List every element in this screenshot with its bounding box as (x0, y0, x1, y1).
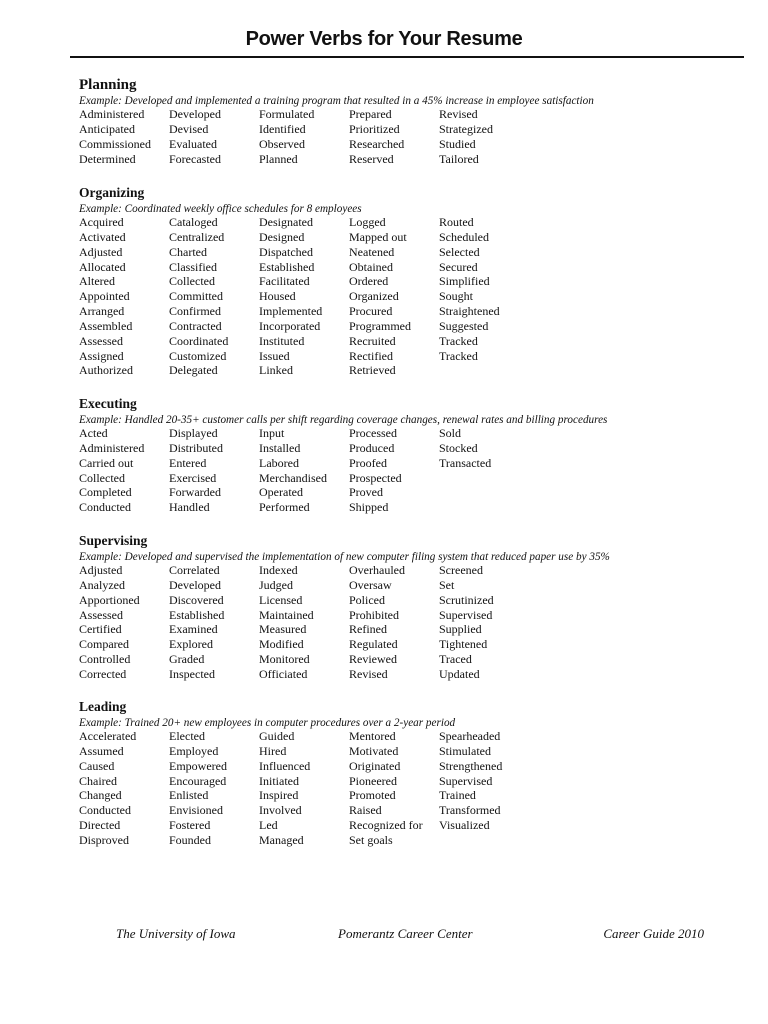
verb-item: Tightened (439, 637, 488, 652)
verb-item (439, 363, 559, 378)
verb-item: Forwarded (169, 485, 221, 500)
verb-item: Simplified (439, 274, 490, 289)
verb-item: Committed (169, 289, 223, 304)
verb-item: Evaluated (169, 136, 217, 151)
verb-grid-executing (79, 426, 559, 515)
verb-item: Mentored (349, 729, 396, 743)
verb-item: Retrieved (349, 363, 396, 378)
verb-item: Scheduled (439, 229, 489, 244)
verb-item: Promoted (349, 788, 396, 803)
verb-item: Rectified (349, 348, 393, 363)
verb-item: Tracked (439, 333, 478, 348)
verb-item: Studied (439, 136, 476, 151)
verb-item: Accelerated (79, 729, 137, 743)
verb-item: Handled (169, 500, 210, 515)
verb-item: Assessed (79, 607, 123, 622)
verb-item: Prohibited (349, 607, 399, 622)
verb-item: Screened (439, 563, 483, 577)
footer-guide-year: Career Guide 2010 (603, 926, 704, 941)
verb-item: Allocated (79, 259, 126, 274)
verb-item: Policed (349, 592, 385, 607)
page-title: Power Verbs for Your Resume (245, 28, 523, 50)
verb-item: Classified (169, 259, 217, 274)
verb-item: Reserved (349, 151, 394, 166)
verb-item: Revised (439, 107, 478, 121)
verb-item: Strengthened (439, 758, 503, 773)
verb-item: Proved (349, 485, 383, 500)
verb-item: Designed (259, 229, 305, 244)
verb-item: Assigned (79, 348, 124, 363)
verb-item: Adjusted (79, 244, 123, 259)
verb-item: Designated (259, 215, 313, 229)
verb-item: Controlled (79, 652, 131, 667)
verb-item: Developed (169, 577, 221, 592)
verb-item: Produced (349, 440, 395, 455)
verb-item: Displayed (169, 426, 218, 440)
verb-item: Commissioned (79, 136, 152, 151)
verb-item: Proofed (349, 455, 387, 470)
verb-item: Merchandised (259, 470, 327, 485)
verb-item: Overhauled (349, 563, 405, 577)
verb-item: Envisioned (169, 803, 223, 818)
verb-item: Distributed (169, 440, 223, 455)
verb-grid-leading (79, 729, 559, 848)
verb-item: Carried out (79, 455, 134, 470)
section-heading-planning: Planning (79, 77, 137, 93)
verb-item: Oversaw (349, 577, 392, 592)
verb-item: Performed (259, 500, 310, 515)
verb-item: Procured (349, 304, 393, 319)
verb-item: Acquired (79, 215, 124, 229)
verb-item: Prioritized (349, 121, 400, 136)
verb-item: Confirmed (169, 304, 221, 319)
verb-item: Activated (79, 229, 126, 244)
verb-item: Updated (439, 666, 480, 681)
verb-item: Formulated (259, 107, 315, 121)
verb-item: Altered (79, 274, 115, 289)
section-heading-leading: Leading (79, 699, 127, 714)
verb-item: Dispatched (259, 244, 313, 259)
verb-item: Implemented (259, 304, 323, 319)
verb-item: Employed (169, 743, 219, 758)
verb-grid-organizing (79, 215, 559, 378)
verb-item: Operated (259, 485, 303, 500)
verb-item: Programmed (349, 318, 411, 333)
verb-item: Encouraged (169, 773, 227, 788)
verb-item: Supervised (439, 607, 493, 622)
verb-item: Involved (259, 803, 302, 818)
verb-item: Suggested (439, 318, 489, 333)
verb-item: Stimulated (439, 743, 491, 758)
verb-item: Anticipated (79, 121, 135, 136)
verb-item: Visualized (439, 818, 490, 833)
verb-item: Obtained (349, 259, 393, 274)
verb-item (439, 500, 559, 515)
verb-item: Arranged (79, 304, 125, 319)
verb-item: Completed (79, 485, 132, 500)
verb-item: Refined (349, 622, 387, 637)
verb-item: Supplied (439, 622, 482, 637)
verb-item: Assembled (79, 318, 133, 333)
section-heading-executing: Executing (79, 396, 137, 411)
verb-item: Developed (169, 107, 221, 121)
verb-item: Regulated (349, 637, 398, 652)
verb-item: Sought (439, 289, 474, 304)
verb-item: Managed (259, 832, 304, 847)
verb-item: Indexed (259, 563, 298, 577)
verb-item: Established (169, 607, 225, 622)
verb-item: Neatened (349, 244, 395, 259)
section-example-leading: Example: Trained 20+ new employees in computer procedures over a 2-year period (79, 717, 456, 729)
verb-item: Licensed (259, 592, 303, 607)
verb-item: Judged (259, 577, 293, 592)
verb-item: Researched (349, 136, 405, 151)
verb-item: Entered (169, 455, 207, 470)
verb-item: Examined (169, 622, 218, 637)
verb-item: Routed (439, 215, 474, 229)
section-example-planning: Example: Developed and implemented a training program that resulted in a 45% increase in employee satisfaction (79, 95, 594, 107)
verb-item: Motivated (349, 743, 399, 758)
verb-item: Straightened (439, 304, 500, 319)
verb-item: Exercised (169, 470, 217, 485)
verb-item: Compared (79, 637, 129, 652)
verb-item (439, 471, 559, 486)
verb-item: Corrected (79, 666, 127, 681)
verb-item: Processed (349, 426, 397, 440)
verb-item: Centralized (169, 229, 225, 244)
verb-item: Inspired (259, 788, 299, 803)
verb-item: Originated (349, 758, 401, 773)
verb-item: Revised (349, 666, 388, 681)
verb-item: Collected (169, 274, 215, 289)
verb-item: Adjusted (79, 563, 123, 577)
section-heading-organizing: Organizing (79, 185, 145, 200)
verb-item: Measured (259, 622, 307, 637)
verb-item: Stocked (439, 440, 478, 455)
verb-item: Chaired (79, 773, 117, 788)
verb-item: Supervised (439, 773, 493, 788)
section-example-supervising: Example: Developed and supervised the implementation of new computer filing system that reduced paper use by 35% (79, 551, 610, 563)
verb-item: Installed (259, 440, 301, 455)
verb-item: Instituted (259, 333, 305, 348)
verb-item: Administered (79, 107, 145, 121)
verb-item: Explored (169, 637, 213, 652)
section-heading-supervising: Supervising (79, 533, 148, 548)
verb-item: Guided (259, 729, 295, 743)
verb-item: Prepared (349, 107, 392, 121)
verb-item: Ordered (349, 274, 389, 289)
verb-item: Set (439, 577, 455, 592)
verb-item: Recruited (349, 333, 396, 348)
verb-item: Elected (169, 729, 205, 743)
verb-item: Housed (259, 289, 296, 304)
verb-item: Conducted (79, 803, 131, 818)
verb-item: Administered (79, 440, 145, 455)
verb-item: Coordinated (169, 333, 229, 348)
verb-item: Empowered (169, 758, 227, 773)
section-example-organizing: Example: Coordinated weekly office schedules for 8 employees (79, 203, 362, 215)
verb-item: Identified (259, 121, 306, 136)
verb-item: Discovered (169, 592, 224, 607)
verb-item: Transacted (439, 455, 492, 470)
verb-item: Logged (349, 215, 386, 229)
verb-item: Inspected (169, 666, 215, 681)
verb-item: Forecasted (169, 151, 221, 166)
verb-item: Modified (259, 637, 304, 652)
verb-item: Spearheaded (439, 729, 501, 743)
verb-item: Apportioned (79, 592, 140, 607)
footer-center-name: Pomerantz Career Center (338, 926, 473, 941)
verb-item: Scrutinized (439, 592, 494, 607)
verb-item: Issued (259, 348, 290, 363)
verb-item: Authorized (79, 363, 133, 378)
verb-item: Linked (259, 363, 293, 378)
verb-item: Established (259, 259, 315, 274)
verb-item: Influenced (259, 758, 311, 773)
verb-item: Conducted (79, 500, 131, 515)
verb-item: Acted (79, 426, 108, 440)
verb-item: Strategized (439, 121, 493, 136)
verb-item: Secured (439, 259, 478, 274)
verb-grid-planning (79, 107, 559, 166)
verb-item: Reviewed (349, 652, 397, 667)
verb-item: Analyzed (79, 577, 125, 592)
verb-item: Traced (439, 652, 472, 667)
verb-item: Changed (79, 788, 122, 803)
verb-item: Collected (79, 470, 125, 485)
verb-item: Assessed (79, 333, 123, 348)
verb-item (439, 833, 559, 848)
verb-item: Customized (169, 348, 227, 363)
verb-item: Input (259, 426, 285, 440)
verb-item: Maintained (259, 607, 314, 622)
verb-item (439, 485, 559, 500)
verb-item: Hired (259, 743, 287, 758)
verb-item: Facilitated (259, 274, 310, 289)
verb-item: Pioneered (349, 773, 397, 788)
verb-item: Organized (349, 289, 399, 304)
verb-item: Labored (259, 455, 299, 470)
verb-item: Recognized for (349, 818, 423, 833)
footer-university: The University of Iowa (116, 926, 236, 941)
verb-item: Initiated (259, 773, 299, 788)
verb-item: Shipped (349, 500, 389, 515)
verb-item: Founded (169, 832, 211, 847)
verb-item: Officiated (259, 666, 308, 681)
verb-item: Monitored (259, 652, 310, 667)
verb-item: Caused (79, 758, 115, 773)
verb-item: Directed (79, 818, 121, 833)
verb-item: Raised (349, 803, 382, 818)
verb-item: Assumed (79, 743, 124, 758)
verb-item: Sold (439, 426, 462, 440)
verb-item: Observed (259, 136, 305, 151)
verb-item: Appointed (79, 289, 130, 304)
verb-item: Tailored (439, 151, 479, 166)
verb-item: Trained (439, 788, 476, 803)
verb-item: Set goals (349, 832, 393, 847)
verb-item: Certified (79, 622, 122, 637)
verb-item: Enlisted (169, 788, 209, 803)
verb-item: Determined (79, 151, 136, 166)
verb-item: Prospected (349, 470, 402, 485)
verb-item: Charted (169, 244, 207, 259)
verb-item: Selected (439, 244, 480, 259)
verb-item: Cataloged (169, 215, 218, 229)
verb-item: Transformed (439, 803, 501, 818)
verb-item: Tracked (439, 348, 478, 363)
verb-item: Contracted (169, 318, 222, 333)
verb-item: Mapped out (349, 229, 407, 244)
verb-item: Led (259, 818, 278, 833)
verb-item: Delegated (169, 363, 218, 378)
verb-item: Fostered (169, 818, 211, 833)
verb-item: Graded (169, 652, 205, 667)
verb-item: Planned (259, 151, 298, 166)
verb-item: Disproved (79, 832, 129, 847)
section-example-executing: Example: Handled 20-35+ customer calls per shift regarding coverage changes, renewal rates and billing procedures (79, 414, 608, 426)
page-footer (0, 926, 768, 942)
verb-item: Correlated (169, 563, 220, 577)
verb-grid-supervising (79, 563, 559, 682)
verb-item: Incorporated (259, 318, 321, 333)
verb-item: Devised (169, 121, 209, 136)
